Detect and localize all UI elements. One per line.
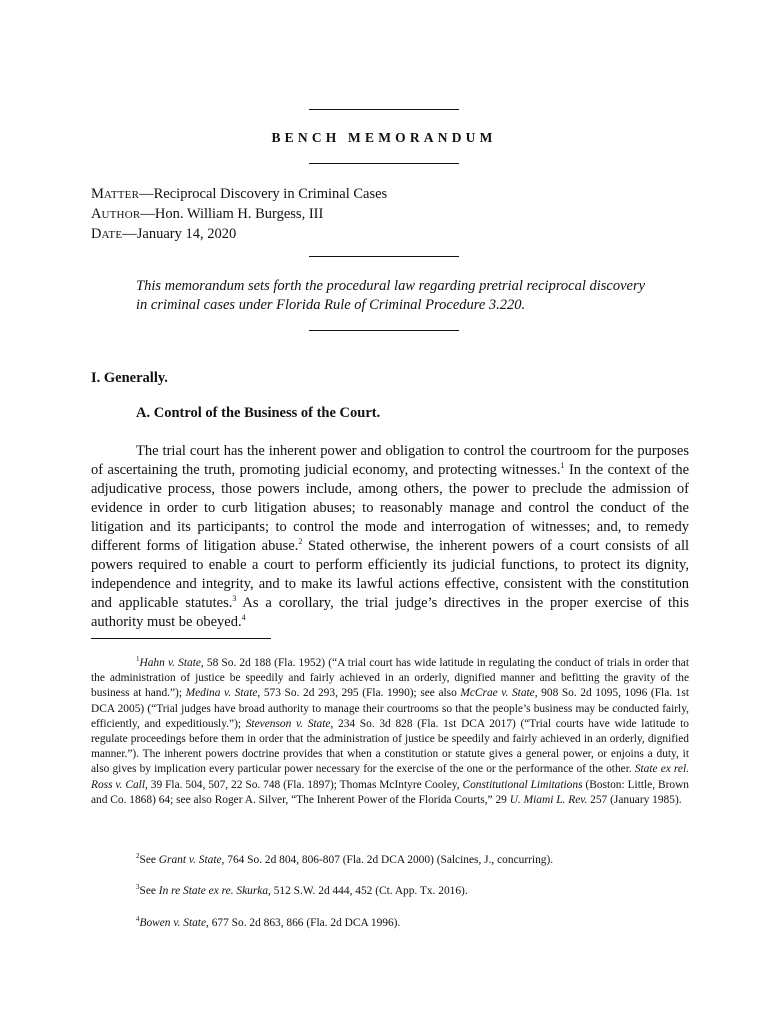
footnote-1: $^1$Hahn v. State, 58 So. 2d 188 (Fla. 1952) (“A trial court has wide latitude in regulating the conduct of trials in order that the administration of justice be speedily and fairly achieved in an orderly, dignified manner and befitting the gravity of the business at hand.”); Medina v. State, 573 So. 2d 293, 295 (Fla. 1990); see also McCrae v. State, 908 So. 2d 1095, 1096 (Fla. 1st DCA 2005) (“Trial judges have broad authority to manage their courtrooms so that the people’s business may be conducted fairly, efficiently, and expeditiously.”); Stevenson v. State, 234 So. 3d 828 (Fla. 1st DCA 2017) (“Trial courts have wide latitude to regulate proceedings before them in order that the administration of justice be speedily and fairly achieved in an orderly, dignified manner.”). The inherent powers doctrine provides that when a constitution or statute gives a general power, or enjoins a duty, it also gives by implication every particular power necessary for the exercise of the one or the performance of the other. State ex rel. Ross v. Call, 39 Fla. 504, 507, 22 So. 748 (Fla. 1897); Thomas McIntyre Cooley, Constitutional Limitations (Boston: Little, Brown and Co. 1868) 64; see also Roger A. Silver, “The Inherent Power of the Florida Courts,” 29 U. Miami L. Rev. 257 (January 1985). [91,655,690,806]
rule-under-abstract [309,330,459,331]
meta-author: AUTHOR—Hon. William H. Burgess, III [91,206,324,222]
memo-meta [91,185,387,245]
footnote-ref-2[interactable]: 2 [298,537,303,547]
footnote-separator [91,638,271,639]
memo-abstract: This memorandum sets forth the procedural law regarding pretrial reciprocal discovery in criminal cases under Florida Rule of Criminal Procedure 3.220. [136,278,646,313]
meta-matter-value: —Reciprocal Discovery in Criminal Cases [139,186,388,202]
subsection-heading: A. Control of the Business of the Court. [136,405,381,421]
body-paragraph: The trial court has the inherent power and obligation to control the courtroom for the purposes of ascertaining the truth, promoting judicial economy, and protecting witnesses.$^1$ In the context of the adjudicative process, those powers include, among others, the power to preclude the admission of evidence in order to curb litigation abuses; to reasonably manage and control the conduct of the litigation and its participants; to control the mode and interrogation of witnesses; and, to remedy different forms of litigation abuse.$^2$ Stated otherwise, the inherent powers of a court consists of all powers required to enable a court to perform efficiently its judicial functions, to protect its dignity, independence and integrity, and to make its lawful actions effective, consistent with the constitution and applicable statutes.$^3$ As a corollary, the trial judge’s directives in the proper exercise of this authority must be obeyed.$^4$ [91,443,690,630]
meta-matter: MATTER—Reciprocal Discovery in Criminal Cases [91,186,388,202]
meta-date: DATE—January 14, 2020 [91,226,237,242]
footnote-ref-1[interactable]: 1 [560,461,565,471]
footnote-2: $^2$See Grant v. State, 764 So. 2d 804, 806-807 (Fla. 2d DCA 2000) (Salcines, J., concurring). [136,852,554,866]
meta-date-value: —January 14, 2020 [122,226,237,242]
footnote-4: $^4$Bowen v. State, 677 So. 2d 863, 866 (Fla. 2d DCA 1996). [136,915,401,929]
memo-title: BENCH MEMORANDUM [271,130,497,145]
footnote-ref-3[interactable]: 3 [232,594,237,604]
section-heading: I. Generally. [91,370,168,386]
meta-author-value: —Hon. William H. Burgess, III [140,206,324,222]
footnote-ref-4[interactable]: 4 [241,613,246,623]
footnote-3: $^3$See In re State ex re. Skurka, 512 S.W. 2d 444, 452 (Ct. App. Tx. 2016). [136,883,468,897]
rule-top [309,109,459,110]
rule-under-title [309,163,459,164]
rule-under-meta [309,256,459,257]
